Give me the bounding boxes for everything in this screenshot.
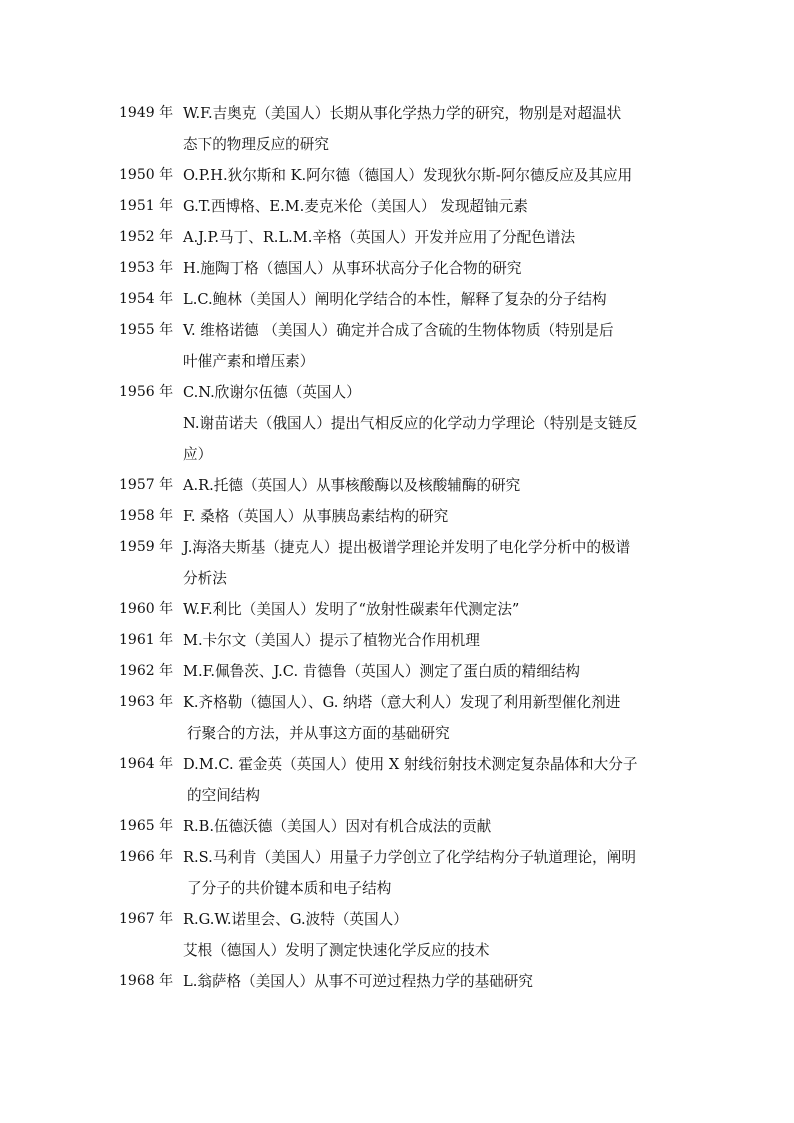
entry-year: 1950 年 <box>119 167 174 183</box>
entry-text-line: 分析法 <box>183 570 227 587</box>
entry-row <box>119 470 689 501</box>
entry-text-line: N.谢苗诺夫（俄国人）提出气相反应的化学动力学理论（特别是支链反 <box>183 415 638 432</box>
entry-year: 1949 年 <box>119 105 174 121</box>
entry-text-line: D.M.C. 霍金英（英国人）使用 X 射线衍射技术测定复杂晶体和大分子 <box>183 756 638 773</box>
entry-body <box>183 532 689 594</box>
entry-text-line: C.N.欣谢尔伍德（英国人） <box>183 384 361 401</box>
entry-body <box>183 160 689 191</box>
entry-row <box>119 160 689 191</box>
entry-row <box>119 625 689 656</box>
entry-row <box>119 811 689 842</box>
entry-year: 1953 年 <box>119 260 174 276</box>
entry-text-line: M.卡尔文（美国人）提示了植物光合作用机理 <box>183 632 480 649</box>
entry-year: 1960 年 <box>119 601 174 617</box>
entry-text-line: V. 维格诺德 （美国人）确定并合成了含硫的生物体物质（特别是后 <box>183 322 614 339</box>
entry-row <box>119 191 689 222</box>
entry-text-line: R.B.伍德沃德（美国人）因对有机合成法的贡献 <box>183 818 492 835</box>
entry-body <box>183 594 689 625</box>
entry-row <box>119 532 689 594</box>
entry-year: 1951 年 <box>119 198 174 214</box>
entry-year: 1961 年 <box>119 632 174 648</box>
entry-text-line: 艾根（德国人）发明了测定快速化学反应的技术 <box>183 942 490 959</box>
nobel-chemistry-list <box>119 98 689 997</box>
entry-row <box>119 966 689 997</box>
entry-body <box>183 98 689 160</box>
entry-text-line: G.T.西博格、E.M.麦克米伦（美国人） 发现超铀元素 <box>183 198 528 215</box>
entry-text-line: R.S.马利肯（美国人）用量子力学创立了化学结构分子轨道理论，阐明 <box>183 849 636 866</box>
entry-year: 1956 年 <box>119 384 174 400</box>
entry-body <box>183 191 689 222</box>
entry-body <box>183 253 689 284</box>
entry-row <box>119 284 689 315</box>
entry-text-line: A.J.P.马丁、R.L.M.辛格（英国人）开发并应用了分配色谱法 <box>183 229 576 246</box>
entry-text-line: 的空间结构 <box>187 787 260 804</box>
entry-row <box>119 222 689 253</box>
entry-body <box>183 222 689 253</box>
entry-year: 1962 年 <box>119 663 174 679</box>
entry-body <box>183 966 689 997</box>
entry-year: 1964 年 <box>119 756 174 772</box>
entry-row <box>119 687 689 749</box>
entry-year: 1967 年 <box>119 911 174 927</box>
entry-year: 1958 年 <box>119 508 174 524</box>
entry-text-line: L.翁萨格（美国人）从事不可逆过程热力学的基础研究 <box>183 973 533 990</box>
entry-text-line: J.海洛夫斯基（捷克人）提出极谱学理论并发明了电化学分析中的极谱 <box>183 539 631 556</box>
entry-text-line: O.P.H.狄尔斯和 K.阿尔德（德国人）发现狄尔斯-阿尔德反应及其应用 <box>183 167 633 184</box>
entry-text-line: 行聚合的方法，并从事这方面的基础研究 <box>187 725 450 742</box>
entry-year: 1968 年 <box>119 973 174 989</box>
entry-body <box>183 501 689 532</box>
entry-text-line: 叶催产素和增压素） <box>183 353 315 370</box>
entry-row <box>119 656 689 687</box>
entry-row <box>119 904 689 966</box>
entry-text-line: 应） <box>183 446 213 463</box>
entry-year: 1957 年 <box>119 477 174 493</box>
entry-row <box>119 253 689 284</box>
entry-body <box>183 315 689 377</box>
entry-year: 1959 年 <box>119 539 174 555</box>
entry-body <box>183 687 689 749</box>
entry-body <box>183 842 689 904</box>
entry-body <box>183 656 689 687</box>
entry-year: 1954 年 <box>119 291 174 307</box>
entry-body <box>183 284 689 315</box>
entry-body <box>183 470 689 501</box>
entry-body <box>183 904 689 966</box>
entry-text-line: H.施陶丁格（德国人）从事环状高分子化合物的研究 <box>183 260 522 277</box>
entry-body <box>183 625 689 656</box>
entry-row <box>119 98 689 160</box>
entry-body <box>183 749 689 811</box>
entry-row <box>119 501 689 532</box>
entry-year: 1965 年 <box>119 818 174 834</box>
entry-year: 1955 年 <box>119 322 174 338</box>
entry-text-line: 态下的物理反应的研究 <box>183 136 329 153</box>
entry-text-line: M.F.佩鲁茨、J.C. 肯德鲁（英国人）测定了蛋白质的精细结构 <box>183 663 581 680</box>
entry-year: 1963 年 <box>119 694 174 710</box>
entry-text-line: L.C.鲍林（美国人）阐明化学结合的本性，解释了复杂的分子结构 <box>183 291 607 308</box>
entry-body <box>183 377 689 470</box>
entry-text-line: K.齐格勒（德国人）、G. 纳塔（意大利人）发现了利用新型催化剂进 <box>183 694 621 711</box>
entry-year: 1966 年 <box>119 849 174 865</box>
entry-row <box>119 749 689 811</box>
entry-body <box>183 811 689 842</box>
entry-row <box>119 377 689 470</box>
entry-text-line: A.R.托德（英国人）从事核酸酶以及核酸辅酶的研究 <box>183 477 521 494</box>
entry-text-line: R.G.W.诺里会、G.波特（英国人） <box>183 911 408 928</box>
entry-row <box>119 842 689 904</box>
entry-year: 1952 年 <box>119 229 174 245</box>
entry-row <box>119 594 689 625</box>
entry-text-line: F. 桑格（英国人）从事胰岛素结构的研究 <box>183 508 449 525</box>
entry-row <box>119 315 689 377</box>
entry-text-line: W.F.利比（美国人）发明了“放射性碳素年代测定法” <box>183 601 520 618</box>
entry-text-line: 了分子的共价键本质和电子结构 <box>187 880 392 897</box>
entry-text-line: W.F.吉奥克（美国人）长期从事化学热力学的研究，物别是对超温状 <box>183 105 622 122</box>
